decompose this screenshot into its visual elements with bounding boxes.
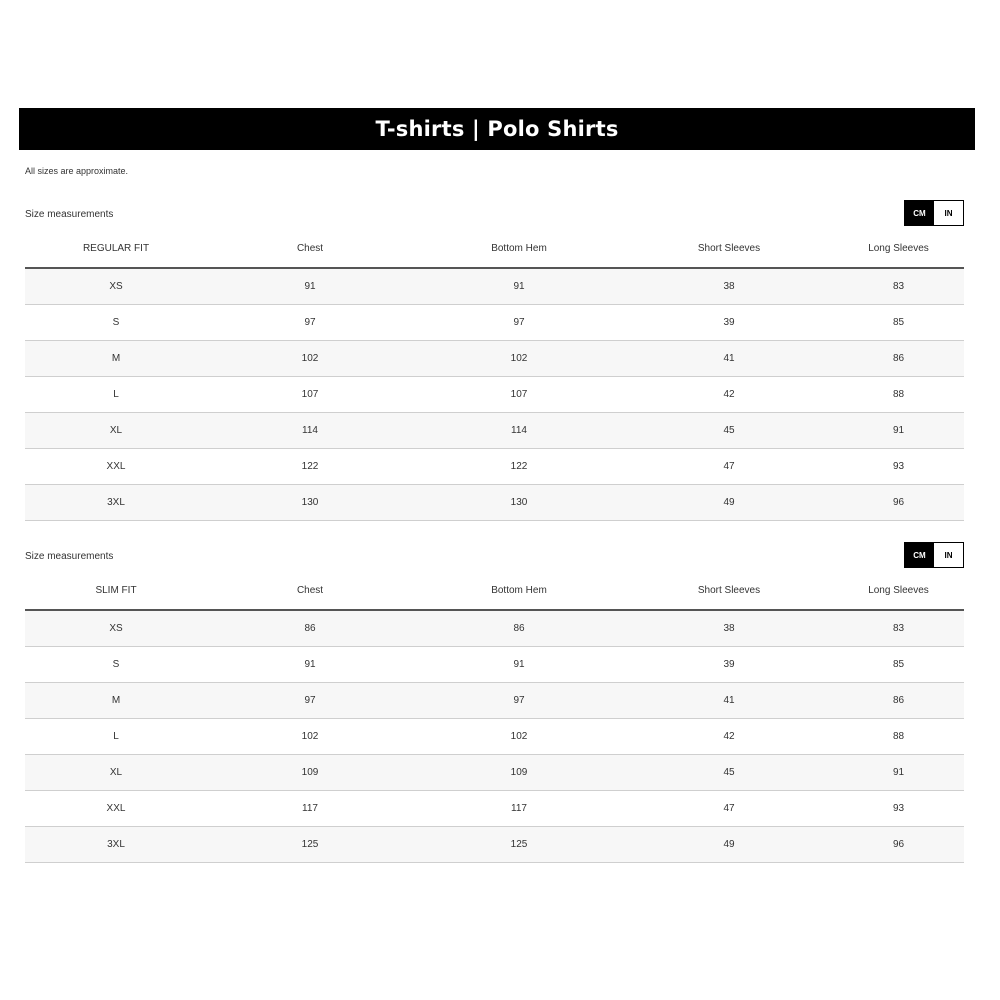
cell-size: M [25, 341, 207, 377]
cell-size: XS [25, 268, 207, 305]
unit-cm-button[interactable]: CM [905, 201, 934, 225]
column-header-long-sleeves: Long Sleeves [833, 230, 964, 268]
column-header-bottom-hem: Bottom Hem [413, 230, 625, 268]
table-row [25, 719, 964, 755]
table-header-row [25, 572, 964, 610]
cell-bottom-hem: 122 [413, 449, 625, 485]
cell-bottom-hem: 125 [413, 827, 625, 863]
cell-chest: 130 [207, 485, 413, 521]
cell-chest: 97 [207, 305, 413, 341]
unit-in-button[interactable]: IN [934, 201, 963, 225]
cell-size: 3XL [25, 485, 207, 521]
table-body [25, 610, 964, 863]
column-header-short-sleeves: Short Sleeves [625, 230, 833, 268]
cell-short-sleeves: 45 [625, 413, 833, 449]
cell-bottom-hem: 91 [413, 268, 625, 305]
column-header-chest: Chest [207, 230, 413, 268]
cell-bottom-hem: 102 [413, 719, 625, 755]
cell-long-sleeves: 91 [833, 413, 964, 449]
table-row [25, 647, 964, 683]
column-header-long-sleeves: Long Sleeves [833, 572, 964, 610]
cell-long-sleeves: 93 [833, 791, 964, 827]
cell-size: XL [25, 413, 207, 449]
cell-long-sleeves: 93 [833, 449, 964, 485]
slim-fit-section [25, 542, 964, 863]
cell-short-sleeves: 41 [625, 341, 833, 377]
cell-short-sleeves: 49 [625, 485, 833, 521]
unit-in-button[interactable]: IN [934, 543, 963, 567]
cell-long-sleeves: 83 [833, 268, 964, 305]
cell-chest: 109 [207, 755, 413, 791]
regular-fit-section [25, 200, 964, 521]
cell-long-sleeves: 96 [833, 827, 964, 863]
cell-long-sleeves: 83 [833, 610, 964, 647]
page-title: T-shirts | Polo Shirts [375, 117, 619, 141]
cell-size: XS [25, 610, 207, 647]
unit-toggle [904, 542, 964, 568]
cell-chest: 102 [207, 719, 413, 755]
section-header [25, 542, 964, 572]
table-row [25, 341, 964, 377]
table-row [25, 413, 964, 449]
cell-size: XXL [25, 791, 207, 827]
cell-short-sleeves: 47 [625, 449, 833, 485]
cell-chest: 91 [207, 647, 413, 683]
column-header-bottom-hem: Bottom Hem [413, 572, 625, 610]
column-header-fit: SLIM FIT [25, 572, 207, 610]
cell-chest: 102 [207, 341, 413, 377]
cell-short-sleeves: 39 [625, 647, 833, 683]
cell-size: L [25, 719, 207, 755]
table-row [25, 610, 964, 647]
section-header [25, 200, 964, 230]
cell-long-sleeves: 91 [833, 755, 964, 791]
table-row [25, 449, 964, 485]
table-row [25, 791, 964, 827]
cell-short-sleeves: 42 [625, 719, 833, 755]
column-header-short-sleeves: Short Sleeves [625, 572, 833, 610]
cell-bottom-hem: 130 [413, 485, 625, 521]
size-table-regular-fit [25, 230, 964, 521]
table-row [25, 268, 964, 305]
cell-size: M [25, 683, 207, 719]
cell-long-sleeves: 88 [833, 377, 964, 413]
cell-short-sleeves: 41 [625, 683, 833, 719]
cell-short-sleeves: 38 [625, 268, 833, 305]
cell-short-sleeves: 49 [625, 827, 833, 863]
table-row [25, 755, 964, 791]
section-title: Size measurements [25, 551, 114, 562]
cell-size: 3XL [25, 827, 207, 863]
cell-long-sleeves: 85 [833, 305, 964, 341]
cell-long-sleeves: 85 [833, 647, 964, 683]
cell-long-sleeves: 88 [833, 719, 964, 755]
cell-size: S [25, 647, 207, 683]
cell-bottom-hem: 109 [413, 755, 625, 791]
cell-long-sleeves: 96 [833, 485, 964, 521]
page-title-banner [19, 108, 975, 150]
cell-chest: 117 [207, 791, 413, 827]
cell-chest: 91 [207, 268, 413, 305]
column-header-fit: REGULAR FIT [25, 230, 207, 268]
table-row [25, 377, 964, 413]
table-row [25, 827, 964, 863]
cell-bottom-hem: 97 [413, 305, 625, 341]
table-body [25, 268, 964, 521]
cell-size: L [25, 377, 207, 413]
cell-short-sleeves: 42 [625, 377, 833, 413]
cell-short-sleeves: 47 [625, 791, 833, 827]
cell-size: XXL [25, 449, 207, 485]
cell-bottom-hem: 97 [413, 683, 625, 719]
cell-long-sleeves: 86 [833, 341, 964, 377]
cell-chest: 114 [207, 413, 413, 449]
cell-long-sleeves: 86 [833, 683, 964, 719]
cell-chest: 86 [207, 610, 413, 647]
table-row [25, 683, 964, 719]
cell-size: XL [25, 755, 207, 791]
table-row [25, 305, 964, 341]
cell-bottom-hem: 86 [413, 610, 625, 647]
size-table-slim-fit [25, 572, 964, 863]
unit-toggle [904, 200, 964, 226]
cell-short-sleeves: 38 [625, 610, 833, 647]
cell-bottom-hem: 117 [413, 791, 625, 827]
cell-bottom-hem: 91 [413, 647, 625, 683]
cell-bottom-hem: 102 [413, 341, 625, 377]
column-header-chest: Chest [207, 572, 413, 610]
approximate-sizes-note: All sizes are approximate. [25, 166, 129, 176]
cell-short-sleeves: 45 [625, 755, 833, 791]
cell-chest: 125 [207, 827, 413, 863]
cell-chest: 107 [207, 377, 413, 413]
cell-chest: 122 [207, 449, 413, 485]
table-header-row [25, 230, 964, 268]
cell-size: S [25, 305, 207, 341]
unit-cm-button[interactable]: CM [905, 543, 934, 567]
cell-bottom-hem: 114 [413, 413, 625, 449]
cell-bottom-hem: 107 [413, 377, 625, 413]
table-row [25, 485, 964, 521]
cell-short-sleeves: 39 [625, 305, 833, 341]
section-title: Size measurements [25, 209, 114, 220]
cell-chest: 97 [207, 683, 413, 719]
